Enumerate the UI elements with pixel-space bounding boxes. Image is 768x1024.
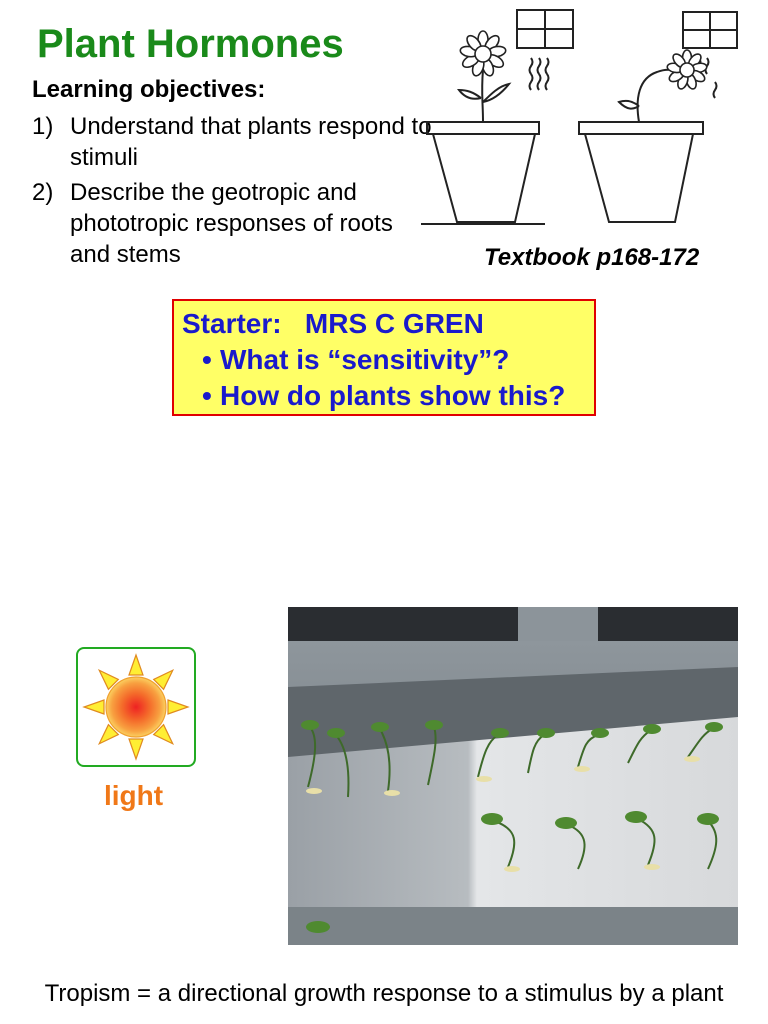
starter-box bbox=[172, 299, 596, 416]
tropism-definition: Tropism = a directional growth response to a stimulus by a plant bbox=[44, 980, 724, 1007]
stem bbox=[482, 70, 483, 122]
objective-text: Describe the geotropic and phototropic responses of roots and stems bbox=[70, 179, 393, 268]
slide-title: Plant Hormones bbox=[37, 22, 344, 66]
starter-question-text: What is “sensitivity”? bbox=[220, 344, 510, 375]
leaf bbox=[619, 101, 639, 109]
pot-body bbox=[585, 134, 693, 222]
starter-heading: Starter: MRS C GREN bbox=[182, 308, 484, 339]
leaf bbox=[459, 90, 481, 99]
bullet: • bbox=[202, 344, 212, 375]
sun-icon bbox=[78, 649, 194, 765]
objective-item bbox=[32, 177, 432, 270]
pot-body bbox=[433, 134, 535, 222]
flower-head-left bbox=[459, 31, 506, 77]
light-label: light bbox=[104, 780, 164, 811]
seedlings-photo bbox=[288, 607, 738, 945]
flower-head-right bbox=[667, 50, 708, 90]
objective-number: 1) bbox=[32, 113, 54, 140]
starter-question-text: How do plants show this? bbox=[220, 380, 566, 411]
pot-rim bbox=[579, 122, 703, 134]
objective-text: Understand that plants respond to stimuli bbox=[70, 113, 432, 171]
starter-question bbox=[202, 380, 565, 412]
bullet: • bbox=[202, 380, 212, 411]
objectives-heading: Learning objectives: bbox=[32, 76, 266, 103]
objective-item bbox=[32, 111, 432, 173]
objective-number: 2) bbox=[32, 179, 54, 206]
phototropism-pots-drawing bbox=[395, 2, 767, 242]
textbook-reference: Textbook p168-172 bbox=[484, 244, 700, 271]
pot-rim bbox=[427, 122, 539, 134]
sun-icon-box bbox=[76, 647, 196, 767]
starter-question bbox=[202, 344, 509, 376]
leaf bbox=[483, 84, 509, 102]
